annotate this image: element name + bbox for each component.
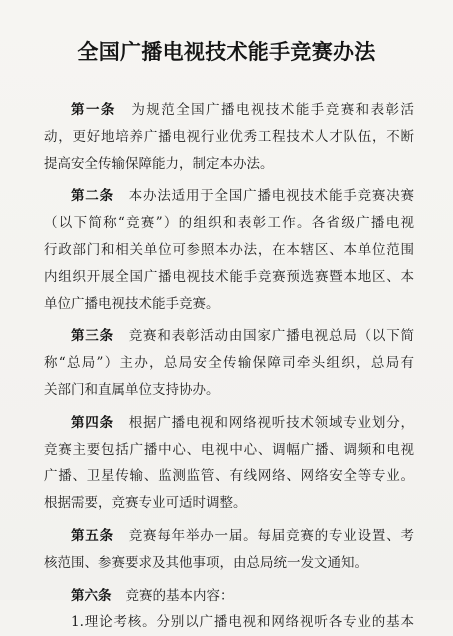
article-label: 第四条 xyxy=(71,414,114,431)
article-line xyxy=(44,410,414,437)
article-3 xyxy=(44,323,414,403)
article-line: 单位广播电视技术能手竞赛。 xyxy=(44,295,220,312)
article-2 xyxy=(44,183,414,317)
article-text: 本办法适用于全国广播电视技术能手竞赛决赛 xyxy=(127,188,415,205)
article-text: 为规范全国广播电视技术能手竞赛和表彰活 xyxy=(129,102,415,118)
article-text: 根据广播电视和网络视听技术领域专业划分， xyxy=(127,414,415,431)
article-line: 广播、卫星传输、监测监管、有线网络、网络安全等专业。 xyxy=(44,468,414,485)
article-line: 提高安全传输保障能力，制定本办法。 xyxy=(44,155,274,172)
article-line: 行政部门和相关单位可参照本办法，在本辖区、本单位范围 xyxy=(44,241,414,258)
article-line xyxy=(44,97,414,124)
article-text: 竞赛和表彰活动由国家广播电视总局（以下简 xyxy=(127,328,415,345)
article-line xyxy=(44,583,414,610)
article-4 xyxy=(44,410,414,517)
article-line xyxy=(44,523,414,550)
article-label: 第六条 xyxy=(71,587,112,604)
article-1 xyxy=(44,97,414,177)
list-item: 1.理论考核。分别以广播电视和网络视听各专业的基本 xyxy=(71,614,414,631)
article-5 xyxy=(44,523,414,577)
article-line xyxy=(44,323,414,350)
article-6 xyxy=(44,583,414,636)
article-label: 第二条 xyxy=(71,188,114,205)
article-text: 竞赛每年举办一届。每届竞赛的专业设置、考 xyxy=(127,527,415,544)
article-text: 竞赛的基本内容： xyxy=(125,587,234,604)
article-line: 核范围、参赛要求及其他事项，由总局统一发文通知。 xyxy=(44,554,368,571)
article-line: 动，更好地培养广播电视行业优秀工程技术人才队伍，不断 xyxy=(44,128,414,145)
article-label: 第五条 xyxy=(71,527,114,544)
article-line: 根据需要，竞赛专业可适时调整。 xyxy=(44,495,247,512)
article-line: 关部门和直属单位支持协办。 xyxy=(44,381,220,398)
document-title: 全国广播电视技术能手竞赛办法 xyxy=(77,40,376,64)
article-line xyxy=(44,183,414,210)
article-line: 竞赛主要包括广播中心、电视中心、调幅广播、调频和电视 xyxy=(44,441,414,458)
article-label: 第一条 xyxy=(71,102,116,118)
document-body xyxy=(44,97,414,636)
article-label: 第三条 xyxy=(71,328,114,345)
article-line: 内组织开展全国广播电视技术能手竞赛预选赛暨本地区、本 xyxy=(44,268,414,285)
article-line: （以下简称“竞赛”）的组织和表彰工作。各省级广播电视 xyxy=(44,215,414,232)
article-line: 称“总局”）主办，总局安全传输保障司牵头组织，总局有 xyxy=(44,355,414,372)
